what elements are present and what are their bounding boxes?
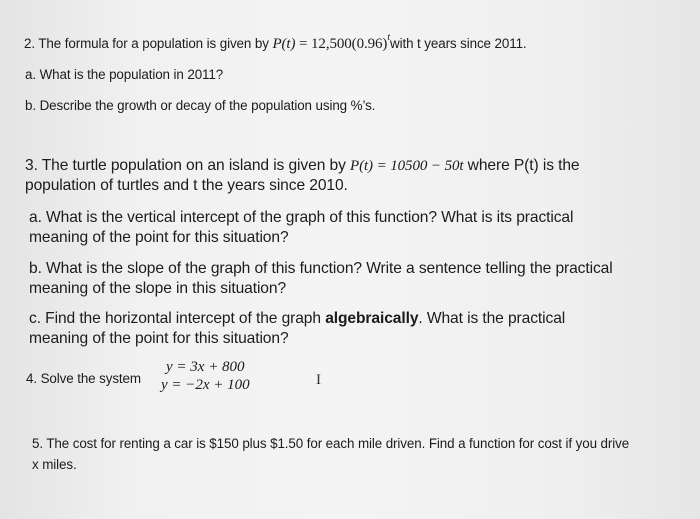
problem-3-part-c-suffix: . What is the practical (418, 310, 566, 327)
problem-3-part-b-line-2: meaning of the slope in this situation? (29, 280, 287, 297)
problem-4-label: 4. Solve the system (26, 371, 141, 386)
problem-3-part-a-line-2: meaning of the point for this situation? (29, 229, 289, 246)
problem-3-stem-line-2: population of turtles and t the years since 2010. (25, 177, 348, 194)
problem-3-stem-suffix: where P(t) is the (463, 157, 580, 174)
problem-2-part-b: b. Describe the growth or decay of the population using %’s. (25, 98, 376, 113)
problem-2-formula-lhs: P(t) (272, 36, 296, 52)
problem-3-stem-prefix: 3. The turtle population on an island is given by (25, 157, 350, 174)
problem-3-formula: P(t) = 10500 − 50t (350, 158, 464, 174)
problem-3-part-c-line-1 (29, 310, 565, 328)
problem-3-part-c-bold: algebraically (325, 310, 419, 327)
problem-4-equation-1: y = 3x + 800 (166, 359, 245, 375)
problem-3-part-c-line-2: meaning of the point for this situation? (29, 330, 289, 347)
problem-3-part-c-prefix: c. Find the horizontal intercept of the graph (29, 310, 326, 327)
problem-2-stem (24, 34, 527, 53)
problem-5-line-1: 5. The cost for renting a car is $150 plus $1.50 for each mile driven. Find a function for cost if you drive (32, 436, 630, 451)
problem-2-formula-exponent: t (387, 32, 390, 43)
problem-2-formula (272, 32, 390, 52)
problem-5-line-2: x miles. (32, 457, 77, 472)
problem-2-stem-suffix: with t years since 2011. (390, 36, 527, 51)
problem-3-stem-line-1 (25, 157, 580, 175)
problem-4-equation-2: y = −2x + 100 (161, 377, 250, 393)
text-cursor-icon: I (316, 372, 321, 388)
problem-2-part-a: a. What is the population in 2011? (25, 67, 224, 82)
problem-3-part-b-line-1: b. What is the slope of the graph of this function? Write a sentence telling the practical (29, 260, 613, 277)
problem-3-part-a-line-1: a. What is the vertical intercept of the graph of this function? What is its practical (29, 209, 574, 226)
problem-2-formula-rhs: = 12,500(0.96) (295, 36, 388, 52)
problem-2-stem-prefix: 2. The formula for a population is given by (24, 36, 273, 51)
